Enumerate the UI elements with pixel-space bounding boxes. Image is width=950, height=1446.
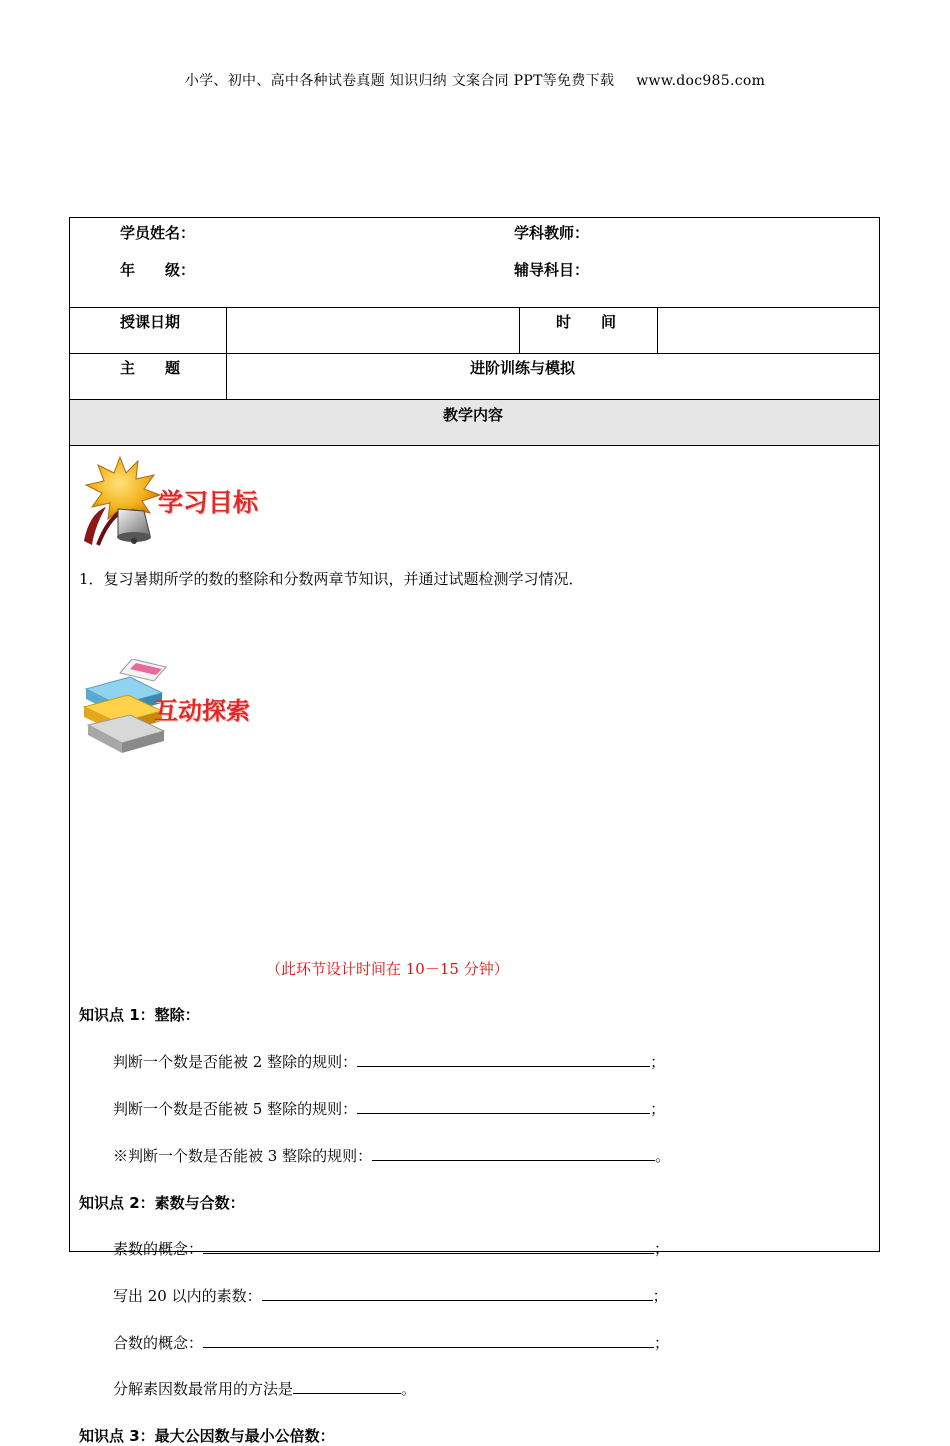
kp1-q2-end: ； (650, 1100, 666, 1118)
kp1-q1-text: 判断一个数是否能被 2 整除的规则： (113, 1053, 358, 1071)
header-url[interactable]: www.doc985.com (636, 73, 766, 89)
kp2-q3-text: 合数的概念： (113, 1334, 204, 1352)
kp2-question-1 (113, 1238, 669, 1259)
content-header: 教学内容 (443, 406, 504, 424)
kp2-q2-end: ； (652, 1287, 668, 1305)
student-name-label: 学员姓名： (120, 224, 196, 242)
header-text: 小学、初中、高中各种试卷真题 知识归纳 文案合同 PPT等免费下载 (184, 73, 615, 89)
kp1-q1-blank[interactable] (357, 1052, 650, 1067)
kp2-q1-end: ； (654, 1240, 670, 1258)
subject-label: 辅导科目： (514, 261, 590, 279)
kp1-question-2 (113, 1098, 665, 1119)
kp1-q3-text: ※判断一个数是否能被 3 整除的规则： (113, 1147, 373, 1165)
kp2-q4-blank[interactable] (293, 1379, 401, 1394)
kp1-q1-end: ； (650, 1053, 666, 1071)
kp1-question-3 (113, 1145, 670, 1166)
explore-banner-text: 互动探索 (154, 697, 250, 725)
kp2-q4-text: 分解素因数最常用的方法是 (113, 1380, 294, 1398)
topic-label: 主 题 (120, 359, 181, 377)
kp2-q3-blank[interactable] (203, 1333, 654, 1348)
kp2-q3-end: ； (654, 1334, 670, 1352)
kp2-q2-blank[interactable] (262, 1286, 653, 1301)
info-row-topic (70, 354, 879, 400)
kp1-q3-blank[interactable] (372, 1146, 655, 1161)
kp1-q2-blank[interactable] (357, 1099, 650, 1114)
objectives-banner-text: 学习目标 (158, 488, 259, 517)
time-label: 时 间 (556, 313, 617, 331)
date-label: 授课日期 (120, 313, 181, 331)
lesson-sheet (69, 217, 880, 1445)
content-header-row (70, 400, 879, 446)
kp2-question-4 (113, 1378, 416, 1399)
topic-value: 进阶训练与模拟 (470, 359, 576, 377)
kp2-q1-text: 素数的概念： (113, 1240, 204, 1258)
objectives-banner (78, 451, 278, 551)
explore-banner (78, 659, 278, 759)
kp2-q1-blank[interactable] (203, 1239, 654, 1254)
kp1-q2-text: 判断一个数是否能被 5 整除的规则： (113, 1100, 358, 1118)
kp1-question-1 (113, 1051, 665, 1072)
kp2-title: 知识点 2：素数与合数： (79, 1194, 245, 1212)
info-row-student (70, 218, 879, 308)
kp2-question-3 (113, 1332, 669, 1353)
teacher-label: 学科教师： (514, 224, 590, 242)
kp3-title: 知识点 3：最大公因数与最小公倍数： (79, 1427, 335, 1445)
teaching-content (70, 447, 879, 1445)
objective-item-1: 1．复习暑期所学的数的整除和分数两章节知识，并通过试题检测学习情况． (79, 570, 584, 588)
kp2-q4-end: 。 (401, 1380, 417, 1398)
grade-label: 年 级： (120, 261, 196, 279)
explore-time-note: （此环节设计时间在 10－15 分钟） (266, 960, 509, 978)
kp1-title: 知识点 1：整除： (79, 1006, 200, 1024)
info-row-date (70, 308, 879, 354)
kp1-q3-end: 。 (655, 1147, 671, 1165)
kp2-question-2 (113, 1285, 668, 1306)
page-header (0, 70, 950, 90)
kp2-q2-text: 写出 20 以内的素数： (113, 1287, 262, 1305)
